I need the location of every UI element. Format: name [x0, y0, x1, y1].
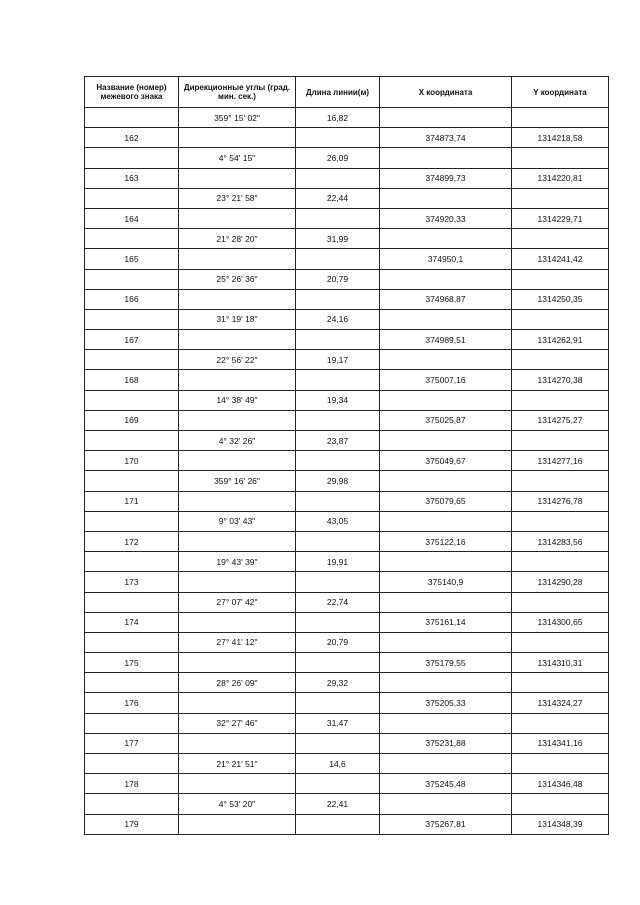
line-length-cell [296, 410, 380, 430]
marker-name-cell: 177 [85, 733, 179, 753]
direction-angle-cell: 19° 43' 39" [179, 552, 296, 572]
line-length-cell [296, 168, 380, 188]
marker-name-cell [85, 552, 179, 572]
table-header [85, 77, 609, 108]
x-coordinate-cell [380, 471, 512, 491]
y-coordinate-cell: 1314341,16 [512, 733, 609, 753]
table-row [85, 309, 609, 329]
line-length-cell: 22,41 [296, 794, 380, 814]
line-length-cell [296, 451, 380, 471]
x-coordinate-cell: 375267,81 [380, 814, 512, 834]
table-row [85, 188, 609, 208]
y-coordinate-cell: 1314283,56 [512, 531, 609, 551]
table-row [85, 249, 609, 269]
direction-angle-cell [179, 531, 296, 551]
line-length-cell [296, 370, 380, 390]
x-coordinate-cell [380, 632, 512, 652]
table-row [85, 269, 609, 289]
y-coordinate-cell: 1314218,58 [512, 128, 609, 148]
marker-name-cell: 168 [85, 370, 179, 390]
table-row [85, 794, 609, 814]
direction-angle-cell: 25° 26' 36" [179, 269, 296, 289]
line-length-cell: 19,34 [296, 390, 380, 410]
line-length-cell [296, 693, 380, 713]
x-coordinate-cell: 375245,48 [380, 774, 512, 794]
table-row [85, 390, 609, 410]
x-coordinate-cell [380, 511, 512, 531]
y-coordinate-cell [512, 148, 609, 168]
x-coordinate-cell [380, 350, 512, 370]
direction-angle-cell [179, 410, 296, 430]
y-coordinate-cell [512, 431, 609, 451]
y-coordinate-cell: 1314346,48 [512, 774, 609, 794]
table-header-row [85, 77, 609, 108]
marker-name-cell: 162 [85, 128, 179, 148]
marker-name-cell [85, 229, 179, 249]
line-length-cell [296, 814, 380, 834]
table-row [85, 451, 609, 471]
table-row [85, 471, 609, 491]
line-length-cell: 23,87 [296, 431, 380, 451]
y-coordinate-cell: 1314229,71 [512, 208, 609, 228]
marker-name-cell [85, 713, 179, 733]
marker-name-cell [85, 632, 179, 652]
direction-angle-cell: 27° 07' 42" [179, 592, 296, 612]
y-coordinate-cell: 1314270,38 [512, 370, 609, 390]
line-length-cell: 43,05 [296, 511, 380, 531]
y-coordinate-cell [512, 511, 609, 531]
x-coordinate-cell [380, 592, 512, 612]
marker-name-cell [85, 108, 179, 128]
y-coordinate-cell: 1314300,65 [512, 612, 609, 632]
marker-name-cell: 174 [85, 612, 179, 632]
x-coordinate-cell: 374968,87 [380, 289, 512, 309]
table-body [85, 108, 609, 835]
direction-angle-cell [179, 774, 296, 794]
direction-angle-cell: 28° 26' 09" [179, 673, 296, 693]
header-marker-name: Название (номер) межевого знака [85, 77, 179, 108]
x-coordinate-cell [380, 713, 512, 733]
line-length-cell: 19,17 [296, 350, 380, 370]
table-row [85, 289, 609, 309]
y-coordinate-cell [512, 229, 609, 249]
x-coordinate-cell: 374873,74 [380, 128, 512, 148]
line-length-cell: 14,6 [296, 754, 380, 774]
y-coordinate-cell: 1314275,27 [512, 410, 609, 430]
direction-angle-cell: 22° 56' 22" [179, 350, 296, 370]
table-row [85, 693, 609, 713]
line-length-cell: 22,44 [296, 188, 380, 208]
x-coordinate-cell [380, 794, 512, 814]
table-row [85, 814, 609, 834]
direction-angle-cell [179, 128, 296, 148]
x-coordinate-cell: 375205,33 [380, 693, 512, 713]
y-coordinate-cell: 1314276,78 [512, 491, 609, 511]
line-length-cell: 19,91 [296, 552, 380, 572]
line-length-cell [296, 653, 380, 673]
x-coordinate-cell [380, 673, 512, 693]
direction-angle-cell: 359° 15' 02" [179, 108, 296, 128]
line-length-cell [296, 572, 380, 592]
marker-name-cell: 178 [85, 774, 179, 794]
x-coordinate-cell: 375122,16 [380, 531, 512, 551]
x-coordinate-cell: 375179,55 [380, 653, 512, 673]
direction-angle-cell [179, 168, 296, 188]
marker-name-cell: 175 [85, 653, 179, 673]
line-length-cell: 29,98 [296, 471, 380, 491]
y-coordinate-cell [512, 632, 609, 652]
x-coordinate-cell: 375049,67 [380, 451, 512, 471]
header-direction-angle: Дирекционные углы (град. мин. сек.) [179, 77, 296, 108]
line-length-cell: 22,74 [296, 592, 380, 612]
direction-angle-cell: 21° 28' 20" [179, 229, 296, 249]
line-length-cell: 29,32 [296, 673, 380, 693]
table-row [85, 673, 609, 693]
y-coordinate-cell: 1314348,39 [512, 814, 609, 834]
marker-name-cell: 172 [85, 531, 179, 551]
marker-name-cell [85, 673, 179, 693]
direction-angle-cell [179, 693, 296, 713]
y-coordinate-cell: 1314220,81 [512, 168, 609, 188]
marker-name-cell [85, 471, 179, 491]
x-coordinate-cell [380, 390, 512, 410]
direction-angle-cell: 31° 19' 18" [179, 309, 296, 329]
x-coordinate-cell: 375231,88 [380, 733, 512, 753]
line-length-cell [296, 774, 380, 794]
table-row [85, 108, 609, 128]
marker-name-cell [85, 794, 179, 814]
y-coordinate-cell [512, 350, 609, 370]
line-length-cell: 24,16 [296, 309, 380, 329]
marker-name-cell: 169 [85, 410, 179, 430]
marker-name-cell: 163 [85, 168, 179, 188]
y-coordinate-cell: 1314290,28 [512, 572, 609, 592]
line-length-cell: 26,09 [296, 148, 380, 168]
x-coordinate-cell [380, 431, 512, 451]
y-coordinate-cell [512, 108, 609, 128]
table-row [85, 148, 609, 168]
table-row [85, 410, 609, 430]
table-row [85, 612, 609, 632]
table-row [85, 208, 609, 228]
marker-name-cell: 165 [85, 249, 179, 269]
x-coordinate-cell: 374899,73 [380, 168, 512, 188]
x-coordinate-cell: 375140,9 [380, 572, 512, 592]
direction-angle-cell [179, 249, 296, 269]
line-length-cell: 20,79 [296, 632, 380, 652]
x-coordinate-cell [380, 552, 512, 572]
line-length-cell [296, 330, 380, 350]
marker-name-cell: 164 [85, 208, 179, 228]
direction-angle-cell: 359° 16' 26" [179, 471, 296, 491]
x-coordinate-cell: 374950,1 [380, 249, 512, 269]
table-row [85, 733, 609, 753]
table-row [85, 653, 609, 673]
marker-name-cell: 176 [85, 693, 179, 713]
y-coordinate-cell [512, 471, 609, 491]
direction-angle-cell: 27° 41' 12" [179, 632, 296, 652]
direction-angle-cell: 14° 38' 49" [179, 390, 296, 410]
x-coordinate-cell: 375079,65 [380, 491, 512, 511]
y-coordinate-cell: 1314250,35 [512, 289, 609, 309]
marker-name-cell [85, 269, 179, 289]
x-coordinate-cell: 375161,14 [380, 612, 512, 632]
marker-name-cell: 173 [85, 572, 179, 592]
x-coordinate-cell [380, 754, 512, 774]
direction-angle-cell: 21° 21' 51" [179, 754, 296, 774]
y-coordinate-cell: 1314324,27 [512, 693, 609, 713]
direction-angle-cell [179, 572, 296, 592]
marker-name-cell [85, 350, 179, 370]
line-length-cell: 31,47 [296, 713, 380, 733]
y-coordinate-cell: 1314241,42 [512, 249, 609, 269]
y-coordinate-cell [512, 269, 609, 289]
table-row [85, 168, 609, 188]
marker-name-cell [85, 754, 179, 774]
direction-angle-cell [179, 451, 296, 471]
header-line-length: Длина линии(м) [296, 77, 380, 108]
marker-name-cell: 179 [85, 814, 179, 834]
direction-angle-cell: 4° 54' 15" [179, 148, 296, 168]
x-coordinate-cell: 375007,16 [380, 370, 512, 390]
table-row [85, 592, 609, 612]
x-coordinate-cell [380, 108, 512, 128]
direction-angle-cell [179, 653, 296, 673]
marker-name-cell [85, 188, 179, 208]
table-row [85, 370, 609, 390]
marker-name-cell: 166 [85, 289, 179, 309]
table-row [85, 552, 609, 572]
direction-angle-cell: 9° 03' 43" [179, 511, 296, 531]
line-length-cell: 16,82 [296, 108, 380, 128]
table-row [85, 774, 609, 794]
line-length-cell [296, 733, 380, 753]
marker-name-cell [85, 309, 179, 329]
table-row [85, 632, 609, 652]
header-x-coordinate: X координата [380, 77, 512, 108]
table-row [85, 713, 609, 733]
y-coordinate-cell [512, 673, 609, 693]
y-coordinate-cell: 1314310,31 [512, 653, 609, 673]
line-length-cell [296, 208, 380, 228]
direction-angle-cell [179, 612, 296, 632]
line-length-cell [296, 249, 380, 269]
direction-angle-cell [179, 733, 296, 753]
marker-name-cell: 167 [85, 330, 179, 350]
marker-name-cell: 171 [85, 491, 179, 511]
direction-angle-cell: 4° 32' 26" [179, 431, 296, 451]
table-row [85, 229, 609, 249]
line-length-cell: 31,99 [296, 229, 380, 249]
y-coordinate-cell [512, 754, 609, 774]
marker-name-cell: 170 [85, 451, 179, 471]
line-length-cell: 20,79 [296, 269, 380, 289]
y-coordinate-cell [512, 592, 609, 612]
direction-angle-cell: 23° 21' 58" [179, 188, 296, 208]
y-coordinate-cell [512, 713, 609, 733]
x-coordinate-cell [380, 229, 512, 249]
direction-angle-cell [179, 289, 296, 309]
line-length-cell [296, 128, 380, 148]
table-row [85, 491, 609, 511]
x-coordinate-cell [380, 309, 512, 329]
table-row [85, 431, 609, 451]
x-coordinate-cell [380, 148, 512, 168]
line-length-cell [296, 289, 380, 309]
x-coordinate-cell: 374989,51 [380, 330, 512, 350]
x-coordinate-cell [380, 188, 512, 208]
direction-angle-cell [179, 491, 296, 511]
marker-name-cell [85, 390, 179, 410]
table-row [85, 330, 609, 350]
direction-angle-cell: 4° 53' 20" [179, 794, 296, 814]
y-coordinate-cell [512, 309, 609, 329]
marker-name-cell [85, 592, 179, 612]
header-y-coordinate: Y координата [512, 77, 609, 108]
y-coordinate-cell: 1314262,91 [512, 330, 609, 350]
boundary-coordinates-table [84, 76, 609, 835]
table-row [85, 511, 609, 531]
direction-angle-cell [179, 370, 296, 390]
direction-angle-cell: 32° 27' 46" [179, 713, 296, 733]
marker-name-cell [85, 148, 179, 168]
line-length-cell [296, 491, 380, 511]
y-coordinate-cell [512, 552, 609, 572]
table-row [85, 531, 609, 551]
y-coordinate-cell [512, 794, 609, 814]
x-coordinate-cell: 375025,87 [380, 410, 512, 430]
direction-angle-cell [179, 208, 296, 228]
direction-angle-cell [179, 814, 296, 834]
y-coordinate-cell: 1314277,16 [512, 451, 609, 471]
table-row [85, 128, 609, 148]
y-coordinate-cell [512, 390, 609, 410]
x-coordinate-cell: 374920,33 [380, 208, 512, 228]
marker-name-cell [85, 511, 179, 531]
marker-name-cell [85, 431, 179, 451]
line-length-cell [296, 531, 380, 551]
y-coordinate-cell [512, 188, 609, 208]
table-row [85, 754, 609, 774]
table-row [85, 350, 609, 370]
table-row [85, 572, 609, 592]
line-length-cell [296, 612, 380, 632]
x-coordinate-cell [380, 269, 512, 289]
direction-angle-cell [179, 330, 296, 350]
